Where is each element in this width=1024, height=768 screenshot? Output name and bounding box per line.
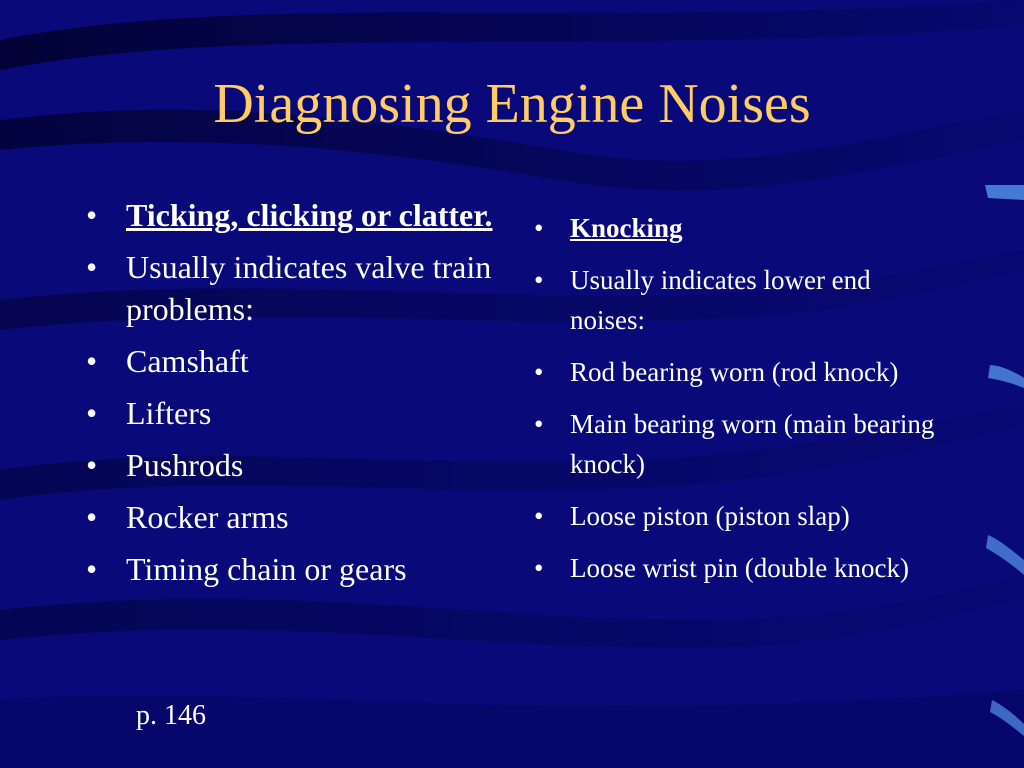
list-item-text: Main bearing worn (main bearing knock) [570,409,935,479]
left-heading: Ticking, clicking or clatter. [126,197,493,233]
list-item-text: Usually indicates lower end noises: [570,265,871,335]
list-item-text: Camshaft [126,343,249,379]
left-bullet-list [86,194,496,600]
bullet-icon: • [534,409,544,439]
list-item [86,444,496,486]
list-item [534,352,950,392]
list-item [534,548,950,588]
list-item-text: Loose piston (piston slap) [570,501,850,531]
list-item-text: Timing chain or gears [126,551,407,587]
right-heading: Knocking [570,213,683,243]
list-item-text: Pushrods [126,447,244,483]
list-item [86,246,496,330]
bullet-icon: • [86,197,98,233]
list-item [534,260,950,340]
list-item [534,208,950,248]
bullet-icon: • [86,249,98,285]
bullet-icon: • [534,265,544,295]
list-item [86,340,496,382]
slide-title: Diagnosing Engine Noises [213,73,811,135]
bullet-icon: • [534,357,544,387]
list-item [86,548,496,590]
bullet-icon: • [534,553,544,583]
page-reference: p. 146 [136,700,206,731]
bullet-icon: • [534,501,544,531]
list-item [534,496,950,536]
right-bullet-list [534,208,950,600]
bullet-icon: • [86,343,98,379]
list-item [86,194,496,236]
bullet-icon: • [86,395,98,431]
list-item-text: Lifters [126,395,212,431]
list-item [86,392,496,434]
bullet-icon: • [86,499,98,535]
list-item-text: Usually indicates valve train problems: [126,249,492,327]
list-item-text: Rod bearing worn (rod knock) [570,357,899,387]
list-item [534,404,950,484]
list-item [86,496,496,538]
bullet-icon: • [86,447,98,483]
list-item-text: Rocker arms [126,499,289,535]
bullet-icon: • [534,213,544,243]
bullet-icon: • [86,551,98,587]
list-item-text: Loose wrist pin (double knock) [570,553,909,583]
